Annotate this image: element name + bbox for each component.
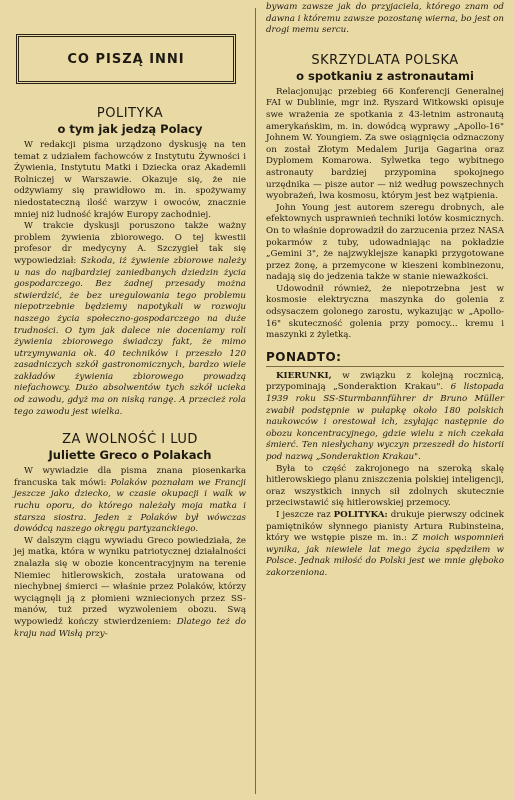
- quoted-text: Dlatego też do kraju nad Wisłą przy-: [14, 616, 247, 639]
- article-paragraph: [266, 371, 504, 464]
- article-headline: Juliette Greco o Polakach: [48, 448, 212, 463]
- source-name: POLITYKA:: [333, 509, 388, 520]
- article-paragraph: [14, 466, 246, 536]
- article-headline: o spotkaniu z astronautami: [296, 68, 474, 83]
- article-paragraph: John Young jest autorem szeregu drobnych, ale efektownych usprawnień techniki lotów kosmicznych. On to właśnie doprowadził do zarzucenia przez NASA pokarmów z tuby, udowadniając na pokładzie „Gemini 3", że najzwyklejsze kanapki przygotowane przez żonę, a przemycone w kieszeni kombinezonu, nadają się do jedzenia także w stanie nieważkości.: [266, 202, 504, 283]
- source-name: KIERUNKI,: [276, 370, 332, 381]
- paragraph-lead: W trakcie dyskusji poruszono także ważny problem żywienia zbiorowego. O tej kwestii profesor dr medycyny A. Szczygieł tak się wypowiedział:: [14, 221, 246, 266]
- section-header: [16, 34, 236, 84]
- article-continuation: bywam zawsze jak do przyjaciela, którego znam od dawna i któremu zawsze pozostanę wierna, bo jest on drogi memu sercu.: [266, 2, 504, 36]
- ponadto-heading: PONADTO:: [266, 349, 342, 364]
- article-paragraph: [266, 510, 504, 580]
- paragraph-lead: W wywiadzie dla pisma znana piosenkarka francuska tak mówi:: [14, 466, 246, 488]
- article-paragraph: W redakcji pisma urządzono dyskusję na ten temat z udziałem fachowców z Instytutu Żywności i Żywienia, Instytutu Matki i Dziecka oraz Akademii Rolniczej w Warszawie. Okazuje się, że nie odżywiamy się prawidłowo m. in. spożywamy niedostateczną ilość warzyw i owoców, znacznie mniej niż ludność krajów Europy zachodniej.: [14, 140, 246, 220]
- quoted-text: Polaków poznałam we Francji jeszcze jako dziecko, w czasie okupacji i walk w ruchu oporu, do którego należały moja matka i starsza siostra. Jeden z Polaków był wówczas dowódcą naszego okręgu partyzanckiego.: [14, 477, 246, 535]
- article-polityka: [14, 106, 246, 418]
- left-column: [14, 0, 246, 640]
- article-paragraph: [14, 221, 246, 418]
- right-column: [266, 0, 504, 580]
- article-source: POLITYKA: [96, 106, 164, 121]
- article-source: SKRZYDLATA POLSKA: [311, 52, 459, 68]
- article-paragraph: Była to część zakrojonego na szeroką skalę hitlerowskiego planu zniszczenia polskiej inteligencji, oraz wszystkich innych sił zdolnych skutecznie przeciwstawić się hitlerowskiej przemocy.: [266, 463, 504, 509]
- quoted-text: Szkoda, iż żywienie zbiorowe należy u nas do najbardziej zaniedbanych dziedzin życia gospodarczego. Bez żadnej przesady można stwierdzić, że bez uregulowania tego problemu niepotrzebnie będziemy napotykali w rozwoju naszego życia społeczno-gospodarczego na duże trudności. O tym jak dalece nie doceniamy roli żywienia zbiorowego świadczy fakt, że mimo utrzymywania ok. 40 techników i przeszło 120 zasadniczych szkół gastronomicznych, bardzo wiele zakładów żywienia zbiorowego prowadzą niefachowcy. Dużo absolwentów tych szkół ucieka od zawodu, gdyż ma on niską rangę. A przecież rola tego zawodu jest wielka.: [14, 255, 246, 417]
- article-headline: o tym jak jedzą Polacy: [57, 122, 203, 136]
- article-za-wolnosc: [14, 432, 246, 640]
- paragraph-body: drukuje pierwszy odcinek pamiętników słynnego pianisty Artura Rubinsteina, który we wstępie pisze m. in.:: [266, 509, 505, 544]
- quoted-text: Z moich wspomnień wynika, jak niewiele lat mego życia spędziłem w Polsce. Jednak miłość do Polski jest we mnie głęboko zakorzeniona.: [266, 533, 504, 578]
- article-skrzydlata: [266, 53, 504, 342]
- quoted-text: 6 listopada 1939 roku SS-Sturmbannführer dr Bruno Müller zwabił podstępnie w pułapkę około 180 polskich naukowców i orestował ich, zsyłając następnie do obozu koncentracyjnego, gdzie wielu z nich czekała śmierć. Ten niesłychany wyczyn przeszedł do historii pod nazwą „Sonderaktion Krakau".: [266, 382, 504, 462]
- section-title: CO PISZĄ INNI: [67, 51, 185, 67]
- column-divider: [255, 8, 256, 794]
- article-source: ZA WOLNOŚĆ I LUD: [62, 432, 198, 448]
- section-rule: [266, 366, 504, 367]
- article-paragraph: Udowodnił również, że niepotrzebna jest w kosmosie elektryczna maszynka do golenia z odsysaczem golonego zarostu, wykazując w „Apollo-16" skuteczność golenia przy pomocy... kremu i maszynki z żyletką.: [266, 283, 504, 341]
- paragraph-lead: w związku z kolejną rocznicą, przypominają „Sonderaktion Krakau".: [266, 370, 505, 393]
- paragraph-lead: I jeszcze raz: [276, 509, 331, 520]
- article-paragraph: Relacjonując przebieg 66 Konferencji Generalnej FAI w Dublinie, mgr inż. Ryszard Witkowski opisuje swe wrażenia ze spotkania z 43-letnim astronautą amerykańskim, m. in. dowódcą wyprawy „Apollo-16" Johnem W. Youngiem. Za swe osiągnięcia odznaczony on został Złotym Medalem Jurija Gagarina oraz Dyplomem Komarowa. Sylwetka tego wybitnego astronauty bardziej przypomina spokojnego urzędnika — pisze autor — niż według powszechnych wyobrażeń, lwa kosmosu, którym jest bez wątpienia.: [266, 86, 504, 202]
- ponadto-section: [266, 350, 504, 580]
- article-paragraph: [14, 536, 246, 640]
- paragraph-body: W dalszym ciągu wywiadu Greco powiedziała, że jej matka, która w wyniku patriotycznej działalności znalazła się w obozie koncentracyjnym na terenie Niemiec hitlerowskich, została uratowana od niechybnej śmierci — właśnie przez Polaków, którzy wyciągnęli ją z płomieni wzniecionych przez SS-manów, tuż przed wyzwoleniem obozu. Swą wypowiedź kończy stwierdzeniem:: [14, 535, 246, 627]
